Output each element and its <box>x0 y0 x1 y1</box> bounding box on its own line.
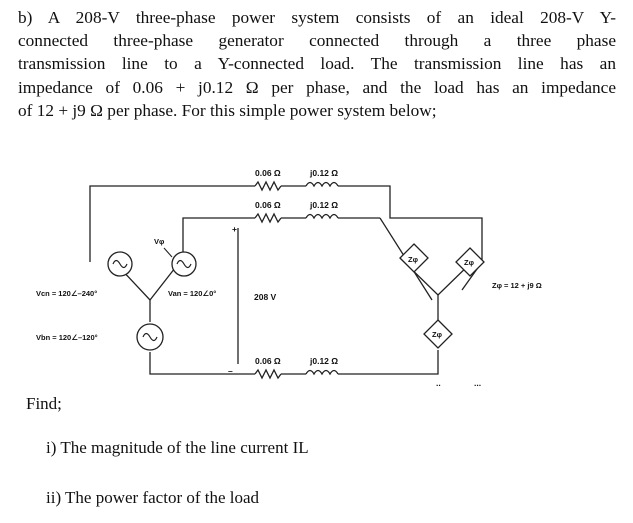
vcn-label: Vcn = 120∠–240° <box>36 289 98 298</box>
load-left-label: Zφ <box>408 255 418 264</box>
top-line-wire <box>90 186 255 262</box>
bottom-resistance-label: 0.06 Ω <box>255 356 281 366</box>
question-2: ii) The power factor of the load <box>46 488 260 507</box>
bottom-reactor <box>306 371 338 375</box>
problem-line: impedance of 0.06 + j0.12 Ω per phase, and the load has an impedance <box>18 77 616 97</box>
top-resistance-label: 0.06 Ω <box>255 168 281 178</box>
middle-resistor <box>255 214 281 222</box>
top-reactor <box>306 183 338 187</box>
problem-line: connected three-phase generator connected through a three phase <box>18 31 616 51</box>
middle-reactor <box>306 215 338 219</box>
plus-sign: + <box>232 224 237 234</box>
middle-line-wire <box>183 218 255 258</box>
bottom-resistor <box>255 370 281 378</box>
top-reactance-label: j0.12 Ω <box>310 168 339 178</box>
top-resistor <box>255 182 281 190</box>
dots-left: .. <box>436 378 441 388</box>
load-impedance-value: Zφ = 12 + j9 Ω <box>492 281 542 290</box>
minus-sign: – <box>228 366 233 376</box>
dots-right: ... <box>474 378 482 388</box>
line-voltage-label: 208 V <box>254 292 277 302</box>
problem-line: b) A 208-V three-phase power system consists of an ideal 208-V Y- <box>18 8 616 27</box>
middle-reactance-label: j0.12 Ω <box>310 200 339 210</box>
bottom-reactance-label: j0.12 Ω <box>310 356 339 366</box>
question-1: i) The magnitude of the line current IL <box>46 438 309 457</box>
vbn-label: Vbn = 120∠–120° <box>36 333 98 342</box>
vphi-label: Vφ <box>154 237 165 246</box>
middle-resistance-label: 0.06 Ω <box>255 200 281 210</box>
problem-line: of 12 + j9 Ω per phase. For this simple power system below; <box>18 100 437 120</box>
load-bottom-label: Zφ <box>432 330 442 339</box>
problem-line: transmission line to a Y-connected load. The transmission line has an <box>18 54 616 74</box>
find-heading: Find; <box>26 394 62 413</box>
van-label: Van = 120∠0° <box>168 289 217 298</box>
load-right-label: Zφ <box>464 258 474 267</box>
